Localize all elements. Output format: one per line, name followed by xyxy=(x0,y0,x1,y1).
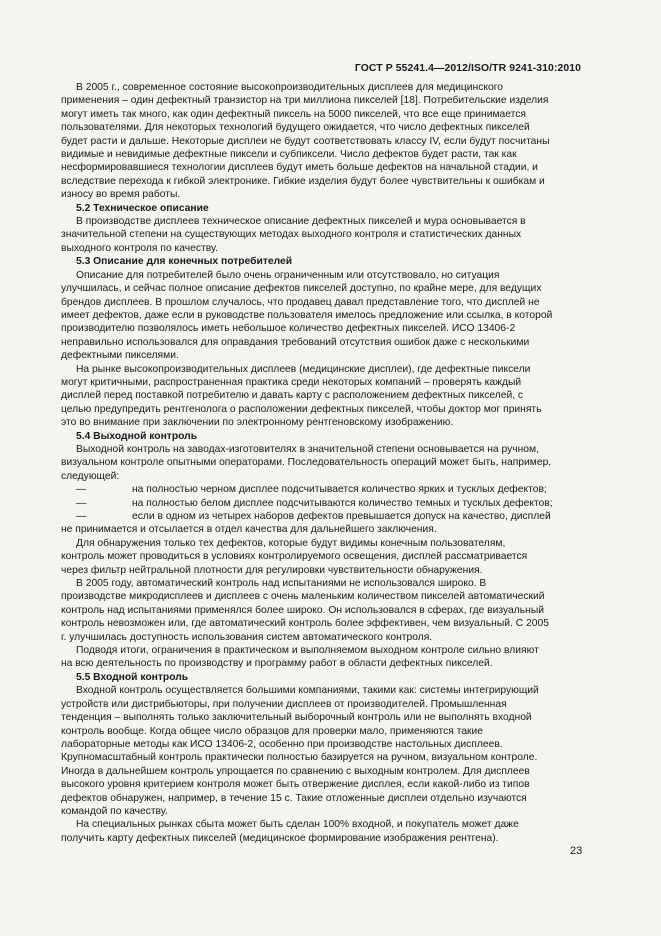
paragraph-5-3-a: Описание для потребителей было очень ограниченным или отсутствовало, но ситуация улучшилась, и сейчас полное описание дефектов пикселей доступно, по крайне мере, для ведущих брендов дисплеев. В прошлом случалось, что продавец давал представление того, что дисплей не имеет дефектов, даже если в руководстве пользователя имелось предложение или ссылка, в которой производителю позволялось иметь небольшое количество дефектных пикселей. ИСО 13406-2 неправильно использовался для оправдания требований отсутствия ошибок даже с несколькими дефектными пикселями. xyxy=(61,269,553,362)
paragraph-5-4-a: Выходной контроль на заводах-изготовителях в значительной степени основывается на ручном, визуальном контроле опытными операторами. Последовательность операций может быть, например, следующей: xyxy=(61,443,552,482)
page-number: 23 xyxy=(570,845,583,857)
list-dash: — xyxy=(76,511,87,522)
list-item xyxy=(61,497,584,510)
paragraph-5-5-b: На специальных рынках сбыта может быть сделан 100% входной, и покупатель может даже получить карту дефектных пикселей (медицинское формирование изображения рентгена). xyxy=(61,819,519,844)
paragraph-intro: В 2005 г., современное состояние высокопроизводительных дисплеев для медицинского применения – один дефектный транзистор на три миллиона пикселей [18]. Потребительские изделия могут иметь так много, как один дефектный пиксель на 5000 пикселей, что все еще принимается пользователями. Для некоторых технологий будущего ожидается, что число дефектных пикселей будет расти и дальше. Некоторые дисплеи не будут соответствовать классу IV, если будут посчитаны видимые и невидимые дефектные пиксели и субпиксели. Число дефектов будет расти, так как несформировавшиеся технологии дисплеев будут иметь больше дефектов на начальной стадии, и вследствие перехода к гибкой электронике. Гибкие изделия будут более чувствительны к ошибкам и износу во время работы. xyxy=(61,82,550,201)
document-header: ГОСТ Р 55241.4—2012/ISO/TR 9241-310:2010 xyxy=(354,63,581,74)
section-heading-5-4: 5.4 Выходной контроль xyxy=(76,430,198,442)
dash-list xyxy=(61,483,584,537)
list-dash: — xyxy=(76,497,87,509)
list-dash: — xyxy=(76,484,87,496)
document-body xyxy=(61,81,584,845)
list-item xyxy=(61,510,584,537)
list-item-text: на полностью черном дисплее подсчитывается количество ярких и тусклых дефектов; xyxy=(132,484,547,496)
list-item xyxy=(61,483,584,496)
paragraph-5-5-a: Входной контроль осуществляется большими компаниями, такими как: системы интегрирующий устройств или дистрибьюторы, при получении дисплеев от производителей. Промышленная тенденция – выполнять только заключительный выборочный контроль или не выполнять входной контроль вообще. Когда общее число образцов для проверки мало, применяются такие лабораторные методы как ИСО 13406-2, особенно при производстве настольных дисплеев. Крупномасштабный контроль практически полностью базируется на ручном, визуальном контроле. Иногда в дальнейшем контроль упрощается по сравнению с выходным контролем. Для дисплеев высокого уровня критерием контроля может быть отвержение дисплея, если какой-либо из типов дефектов обнаружен, например, в течение 15 с. Такие отложенные дисплеи отдельно изучаются командой по качеству. xyxy=(61,685,539,817)
section-heading-5-5: 5.5 Входной контроль xyxy=(76,671,189,683)
paragraph-5-4-b: Для обнаружения только тех дефектов, которые будут видимы конечным пользователям, контроль может проводиться в условиях контролируемого освещения, дисплей рассматривается через фильтр нейтральной плотности для регулировки чувствительности обнаружения. xyxy=(61,537,528,576)
paragraph-5-2: В производстве дисплеев техническое описание дефектных пикселей и мура основывается в значительной степени на существующих методах выходного контроля и статистических данных выходного контроля по качеству. xyxy=(61,216,526,254)
list-item-text: если в одном из четырех наборов дефектов превышается допуск на качество, дисплей не принимается и отсылается в отдел качества для дальнейшего заключения. xyxy=(61,511,551,536)
section-heading-5-3: 5.3 Описание для конечных потребителей xyxy=(76,256,293,268)
list-item-text: на полностью белом дисплее подсчитываются количество темных и тусклых дефектов; xyxy=(132,497,553,509)
paragraph-5-4-d: Подводя итоги, ограничения в практическом и выполняемом выходном контроле сильно влияют на всю деятельность по производству и программу работ в области дефектных пикселей. xyxy=(61,645,539,670)
paragraph-5-4-c: В 2005 году, автоматический контроль над испытаниями не использовался широко. В производстве микродисплеев и дисплеев с очень маленьким количеством пикселей автоматический контроль над испытаниями применялся более широко. Он использовался в сферах, где визуальный контроль невозможен или, где автоматический контроль более эффективен, чем визуальный. С 2005 г. улучшилась доступность использования систем автоматического контроля. xyxy=(61,578,549,643)
section-heading-5-2: 5.2 Техническое описание xyxy=(76,202,209,214)
paragraph-5-3-b: На рынке высокопроизводительных дисплеев (медицинские дисплеи), где дефектные пиксели могут критичными, распространенная практика среди некоторых компаний – проверять каждый дисплей перед поставкой потребителю и давать карту с расположением дефектных пикселей, с целью предупредить рентгенолога о расположении дефектных пикселей, чтобы доктор мог принять это во внимание при заключении по электронному рентгеновскому изображению. xyxy=(61,363,542,429)
